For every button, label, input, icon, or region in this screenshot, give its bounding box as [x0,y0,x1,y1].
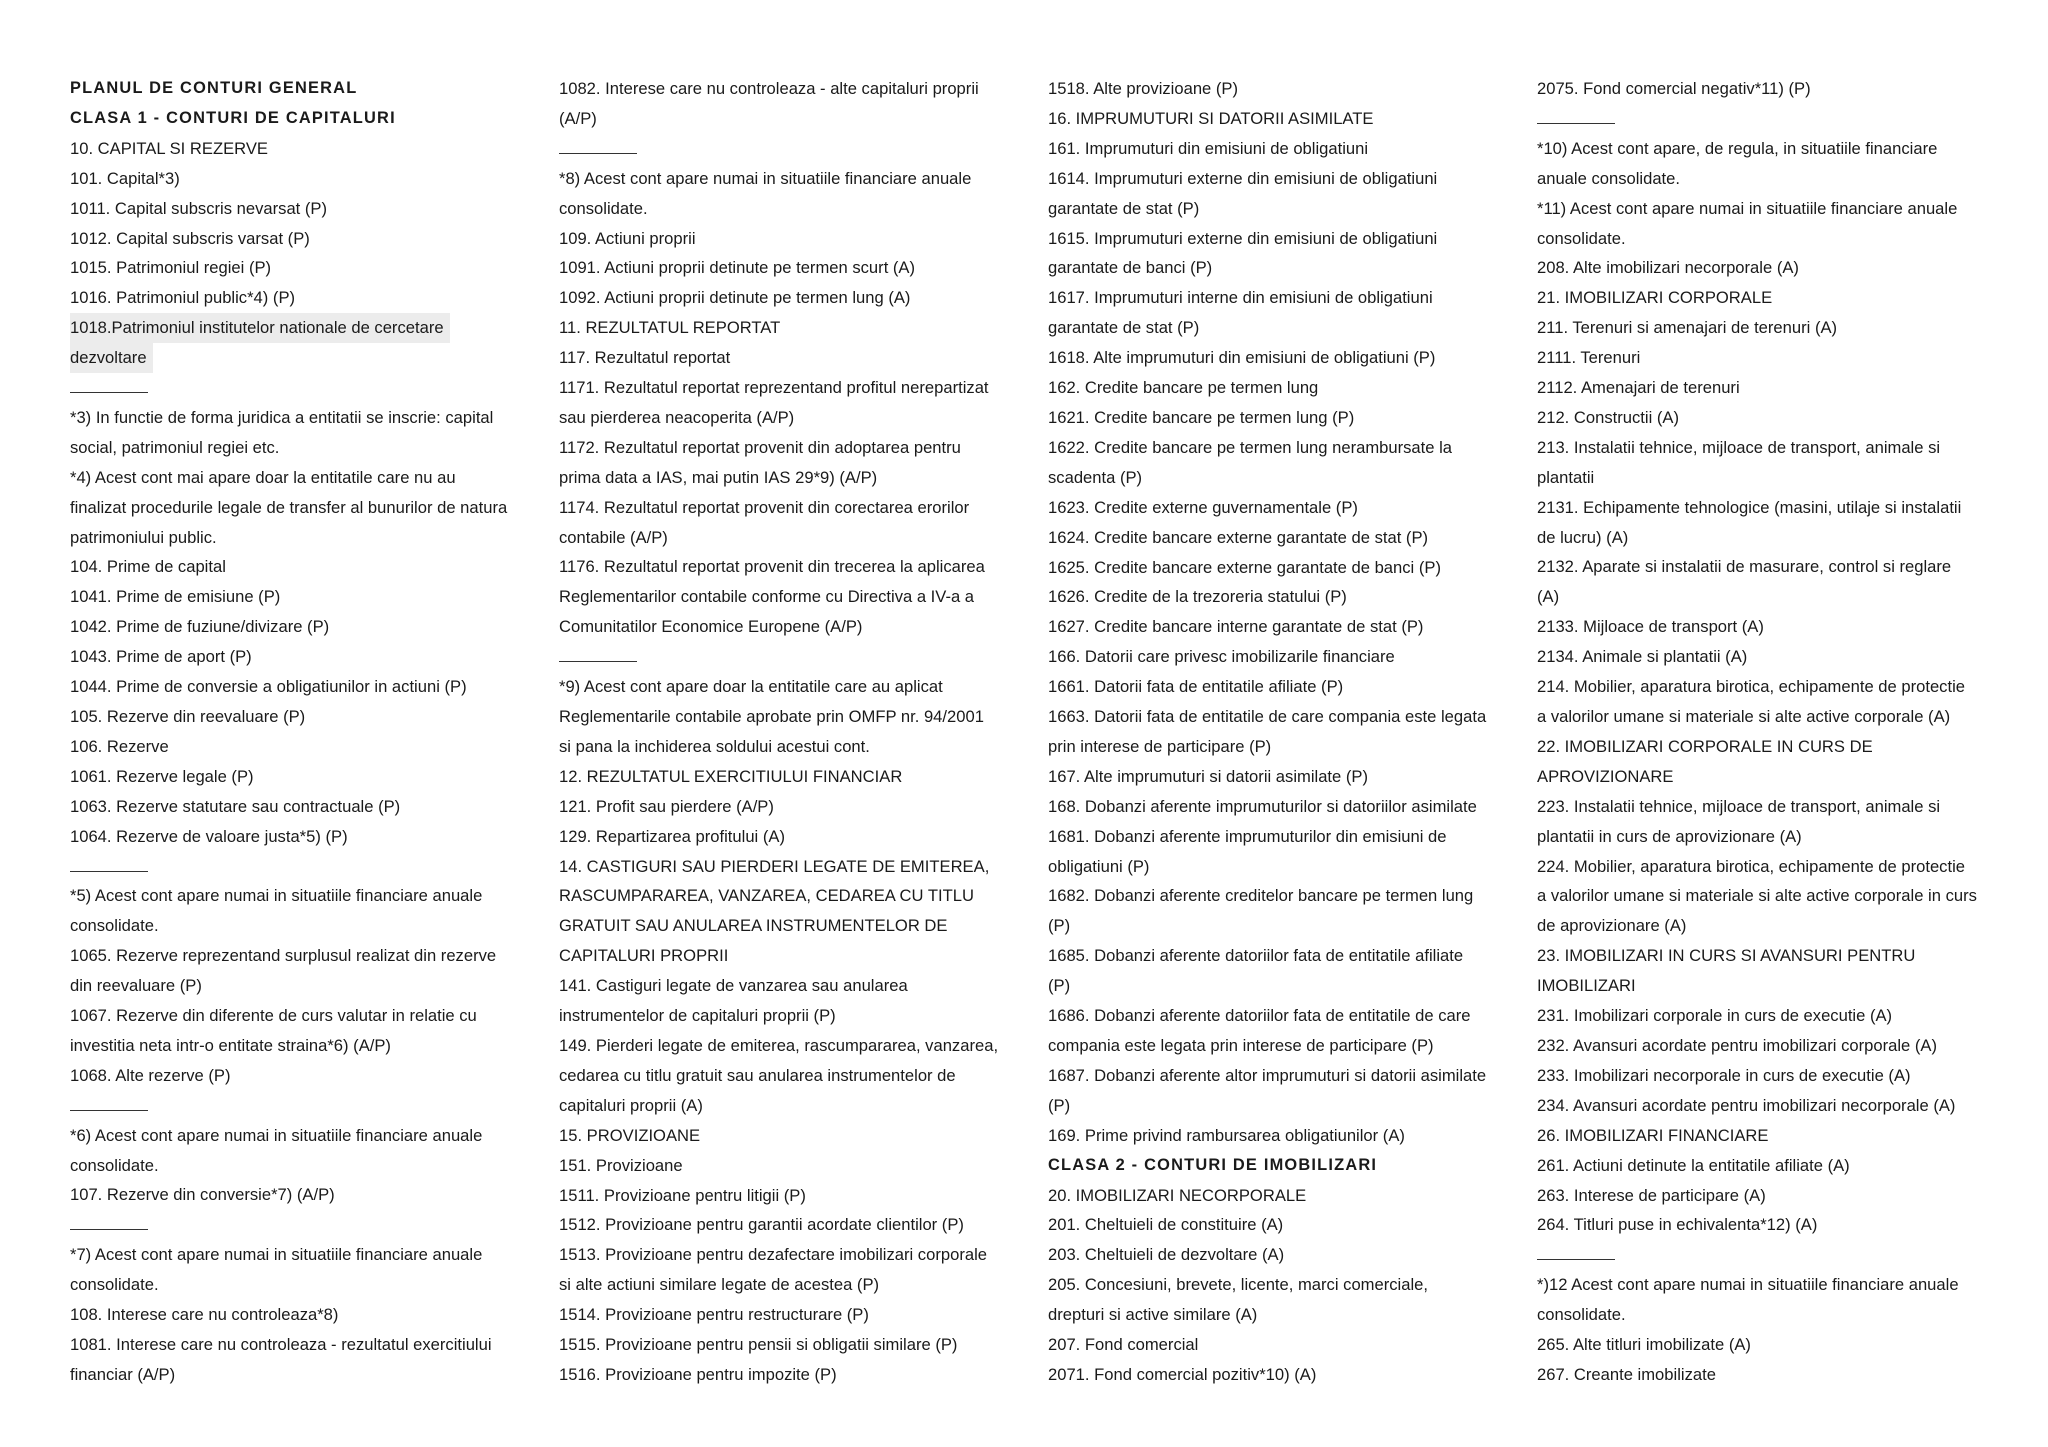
text-line: consolidate. [1537,1305,1626,1325]
text-line: a valorilor umane si materiale si alte active corporale in curs [1537,886,1977,906]
text-line: 1081. Interese care nu controleaza - rezultatul exercitiului [70,1335,492,1354]
text-line: 208. Alte imobilizari necorporale (A) [1537,258,1799,278]
text-line: 1015. Patrimoniul regiei (P) [70,258,272,278]
text-line: 232. Avansuri acordate pentru imobilizari corporale (A) [1537,1035,1937,1055]
text-line: *8) Acest cont apare numai in situatiile financiare anuale [559,168,972,188]
text-line: consolidate. [70,1155,159,1175]
text-line: GRATUIT SAU ANULAREA INSTRUMENTELOR DE [559,916,948,936]
text-line: 1624. Credite bancare externe garantate de stat (P) [1048,527,1429,547]
text-line: 168. Dobanzi aferente imprumuturilor si datoriilor asimilate [1048,796,1477,816]
text-line: 1511. Provizioane pentru litigii (P) [559,1185,806,1205]
text-line: *3) In functie de forma juridica a entitatii se inscrie: capital [70,407,494,427]
text-line: 1615. Imprumuturi externe din emisiuni de obligatiuni [1048,228,1438,248]
text-line: si alte actiuni similare legate de acestea (P) [559,1275,880,1295]
text-line: 1687. Dobanzi aferente altor imprumuturi si datorii asimilate [1048,1065,1487,1085]
text-line: 1686. Dobanzi aferente datoriilor fata de entitatile de care [1048,1006,1471,1026]
text-line: 121. Profit sau pierdere (A/P) [559,796,774,816]
text-line: 1515. Provizioane pentru pensii si obligatii similare (P) [559,1335,958,1355]
text-line: de aprovizionare (A) [1537,916,1687,936]
text-line: 1681. Dobanzi aferente imprumuturilor din emisiuni de [1048,826,1447,846]
text-line: *)12 Acest cont apare numai in situatiile financiare anuale [1537,1275,1959,1295]
text-line: 20. IMOBILIZARI NECORPORALE [1048,1185,1307,1205]
text-line: drepturi si active similare (A) [1048,1305,1258,1325]
footnote-separator [559,134,1029,164]
text-line: 1042. Prime de fuziune/divizare (P) [70,617,330,637]
text-line: garantate de stat (P) [1048,318,1200,338]
text-line: *7) Acest cont apare numai in situatiile financiare anuale [70,1245,483,1265]
text-line: 1621. Credite bancare pe termen lung (P) [1048,407,1355,427]
text-line: 267. Creante imobilizate [1537,1364,1716,1384]
text-line: 264. Titluri puse in echivalenta*12) (A) [1537,1215,1818,1235]
text-line: 162. Credite bancare pe termen lung [1048,378,1319,398]
text-line: consolidate. [1537,228,1626,248]
text-line: 1061. Rezerve legale (P) [70,766,254,786]
text-line: APROVIZIONARE [1537,766,1674,786]
text-line: 2071. Fond comercial pozitiv*10) (A) [1048,1364,1317,1384]
text-line: 1512. Provizioane pentru garantii acordate clientilor (P) [559,1215,964,1235]
text-line: 117. Rezultatul reportat [559,348,731,368]
text-column-2 [559,74,1029,1390]
text-line: investitia neta intr-o entitate straina*6) (A/P) [70,1035,391,1055]
text-line: prin interese de participare (P) [1048,736,1272,756]
text-line: 231. Imobilizari corporale in curs de executie (A) [1537,1006,1893,1026]
section-heading: PLANUL DE CONTURI GENERAL [70,79,358,97]
text-line: 1041. Prime de emisiune (P) [70,587,281,607]
text-line: 1617. Imprumuturi interne din emisiuni de obligatiuni [1048,288,1433,308]
text-line: 167. Alte imprumuturi si datorii asimilate (P) [1048,766,1369,786]
text-line: (P) [1048,1095,1071,1115]
text-line: 2111. Terenuri [1537,348,1641,368]
text-line: 104. Prime de capital [70,557,226,577]
highlight-text: 1018.Patrimoniul institutelor nationale de cercetare [70,313,450,343]
text-line: 2134. Animale si plantatii (A) [1537,647,1748,667]
footnote-separator [70,1210,540,1240]
text-line: si pana la inchiderea soldului acestui cont. [559,736,870,756]
text-line: 26. IMOBILIZARI FINANCIARE [1537,1125,1769,1145]
text-line: 1614. Imprumuturi externe din emisiuni de obligatiuni [1048,168,1438,188]
text-line: 1016. Patrimoniul public*4) (P) [70,288,296,308]
text-line: plantatii in curs de aprovizionare (A) [1537,826,1802,846]
text-line: 207. Fond comercial [1048,1335,1199,1355]
text-line: 1012. Capital subscris varsat (P) [70,228,310,248]
text-line: 1092. Actiuni proprii detinute pe termen lung (A) [559,288,911,308]
footnote-separator [70,373,540,403]
text-line: 161. Imprumuturi din emisiuni de obligatiuni [1048,138,1369,158]
text-line: 106. Rezerve [70,736,169,756]
text-line: *6) Acest cont apare numai in situatiile financiare anuale [70,1125,483,1145]
text-line: 2132. Aparate si instalatii de masurare, control si reglare [1537,557,1952,577]
text-line: 1044. Prime de conversie a obligatiunilor in actiuni (P) [70,677,467,697]
text-line: 2075. Fond comercial negativ*11) (P) [1537,79,1811,98]
text-line: 224. Mobilier, aparatura birotica, echipamente de protectie [1537,856,1966,876]
text-column-4 [1537,74,1999,1390]
text-line: 108. Interese care nu controleaza*8) [70,1305,339,1325]
text-line: 1063. Rezerve statutare sau contractuale (P) [70,796,401,816]
text-line: garantate de banci (P) [1048,258,1213,278]
text-line: (P) [1048,976,1071,996]
footnote-separator [1537,1240,1999,1270]
text-line: 105. Rezerve din reevaluare (P) [70,707,306,727]
text-line: 1064. Rezerve de valoare justa*5) (P) [70,826,348,846]
text-line: 16. IMPRUMUTURI SI DATORII ASIMILATE [1048,108,1374,128]
text-line: RASCUMPARAREA, VANZAREA, CEDAREA CU TITLU [559,886,974,906]
text-line: 1171. Rezultatul reportat reprezentand profitul nerepartizat [559,378,989,398]
text-line: contabile (A/P) [559,527,668,547]
text-line: plantatii [1537,467,1595,487]
text-line: 234. Avansuri acordate pentru imobilizari necorporale (A) [1537,1095,1956,1115]
text-line: 1682. Dobanzi aferente creditelor bancare pe termen lung [1048,886,1474,906]
text-line: 1068. Alte rezerve (P) [70,1065,231,1085]
text-line: 1172. Rezultatul reportat provenit din adoptarea pentru [559,437,961,457]
footnote-separator [70,852,540,882]
text-line: patrimoniului public. [70,527,217,547]
text-line: 212. Constructii (A) [1537,407,1680,427]
text-line: compania este legata prin interese de participare (P) [1048,1036,1434,1055]
text-line: 129. Repartizarea profitului (A) [559,826,785,846]
text-line: 15. PROVIZIOANE [559,1125,701,1145]
text-line: 141. Castiguri legate de vanzarea sau anularea [559,976,908,996]
footnote-separator [1537,104,1999,134]
text-line: Reglementarile contabile aprobate prin OMFP nr. 94/2001 [559,707,984,726]
text-line: 1518. Alte provizioane (P) [1048,79,1239,98]
text-line: 1174. Rezultatul reportat provenit din corectarea erorilor [559,497,970,517]
text-line: 1685. Dobanzi aferente datoriilor fata de entitatile afiliate [1048,946,1464,966]
text-line: 101. Capital*3) [70,168,180,188]
text-line: (P) [1048,916,1071,936]
text-line: 2131. Echipamente tehnologice (masini, utilaje si instalatii [1537,497,1962,517]
text-line: consolidate. [70,1275,159,1295]
highlighted-line [70,343,540,373]
section-heading: CLASA 1 - CONTURI DE CAPITALURI [70,108,396,127]
text-line: 1082. Interese care nu controleaza - alte capitaluri proprii [559,79,979,98]
text-line: capitaluri proprii (A) [559,1095,703,1115]
text-line: 1043. Prime de aport (P) [70,647,252,667]
text-line: 22. IMOBILIZARI CORPORALE IN CURS DE [1537,736,1873,756]
text-line: 265. Alte titluri imobilizate (A) [1537,1335,1751,1355]
text-line: 1622. Credite bancare pe termen lung nerambursate la [1048,437,1453,457]
text-line: 213. Instalatii tehnice, mijloace de transport, animale si [1537,437,1941,457]
text-line: 1516. Provizioane pentru impozite (P) [559,1364,837,1384]
section-heading: CLASA 2 - CONTURI DE IMOBILIZARI [1048,1155,1378,1174]
text-line: 1091. Actiuni proprii detinute pe termen scurt (A) [559,258,916,278]
text-line: 14. CASTIGURI SAU PIERDERI LEGATE DE EMITEREA, [559,856,990,876]
text-line: 1067. Rezerve din diferente de curs valutar in relatie cu [70,1006,477,1026]
text-line: 1627. Credite bancare interne garantate de stat (P) [1048,617,1424,637]
footnote-separator [559,642,1029,672]
text-line: instrumentelor de capitaluri proprii (P) [559,1006,836,1026]
text-line: 166. Datorii care privesc imobilizarile financiare [1048,647,1395,667]
text-line: 2133. Mijloace de transport (A) [1537,617,1764,637]
text-line: 10. CAPITAL SI REZERVE [70,138,268,158]
text-line: 1626. Credite de la trezoreria statului (P) [1048,587,1347,607]
text-line: 2112. Amenajari de terenuri [1537,378,1740,398]
text-line: *9) Acest cont apare doar la entitatile care au aplicat [559,677,943,697]
text-line: 233. Imobilizari necorporale in curs de executie (A) [1537,1065,1911,1085]
text-line: 11. REZULTATUL REPORTAT [559,318,781,338]
text-line: social, patrimoniul regiei etc. [70,437,280,457]
text-line: cedarea cu titlu gratuit sau anularea instrumentelor de [559,1065,956,1085]
text-line: obligatiuni (P) [1048,856,1150,876]
text-line: 169. Prime privind rambursarea obligatiunilor (A) [1048,1125,1405,1145]
text-line: *10) Acest cont apare, de regula, in situatiile financiare [1537,138,1938,158]
text-line: 201. Cheltuieli de constituire (A) [1048,1215,1284,1235]
text-line: 205. Concesiuni, brevete, licente, marci comerciale, [1048,1275,1428,1295]
text-line: 1623. Credite externe guvernamentale (P) [1048,497,1358,517]
text-line: anuale consolidate. [1537,168,1680,188]
text-line: 263. Interese de participare (A) [1537,1185,1766,1205]
text-line: 1661. Datorii fata de entitatile afiliate (P) [1048,677,1344,697]
text-line: Reglementarilor contabile conforme cu Directiva a IV-a a [559,587,975,607]
text-line: 1176. Rezultatul reportat provenit din trecerea la aplicarea [559,557,985,577]
text-line: consolidate. [559,198,648,218]
text-line: 214. Mobilier, aparatura birotica, echipamente de protectie [1537,677,1966,697]
text-line: sau pierderea neacoperita (A/P) [559,407,795,427]
text-line: 151. Provizioane [559,1155,683,1175]
text-line: 12. REZULTATUL EXERCITIULUI FINANCIAR [559,766,903,786]
text-line: *11) Acest cont apare numai in situatiile financiare anuale [1537,198,1958,218]
text-line: 211. Terenuri si amenajari de terenuri (A) [1537,318,1838,338]
text-line: 1065. Rezerve reprezentand surplusul realizat din rezerve [70,946,497,966]
text-line: de lucru) (A) [1537,527,1629,547]
footnote-separator [70,1091,540,1121]
text-line: a valorilor umane si materiale si alte active corporale (A) [1537,707,1951,727]
text-line: din reevaluare (P) [70,976,202,996]
text-line: 23. IMOBILIZARI IN CURS SI AVANSURI PENTRU [1537,946,1916,966]
text-line: 107. Rezerve din conversie*7) (A/P) [70,1185,335,1205]
text-line: 149. Pierderi legate de emiterea, rascumpararea, vanzarea, [559,1035,999,1055]
text-line: 109. Actiuni proprii [559,228,696,248]
text-line: financiar (A/P) [70,1364,176,1384]
text-line: IMOBILIZARI [1537,976,1636,996]
text-line: *4) Acest cont mai apare doar la entitatile care nu au [70,467,456,487]
text-line: 1625. Credite bancare externe garantate de banci (P) [1048,557,1441,577]
text-line: (A/P) [559,108,597,128]
text-line: 1011. Capital subscris nevarsat (P) [70,198,328,218]
text-line: (A) [1537,587,1560,607]
text-line: consolidate. [70,916,159,936]
text-line: *5) Acest cont apare numai in situatiile financiare anuale [70,886,483,906]
text-line: 21. IMOBILIZARI CORPORALE [1537,288,1773,308]
text-line: garantate de stat (P) [1048,198,1200,218]
highlight-text: dezvoltare [70,343,153,373]
text-line: 1514. Provizioane pentru restructurare (P) [559,1305,869,1325]
text-column-3 [1048,74,1518,1390]
text-line: 203. Cheltuieli de dezvoltare (A) [1048,1245,1285,1265]
text-line: 1618. Alte imprumuturi din emisiuni de obligatiuni (P) [1048,348,1436,368]
text-column-1 [70,74,540,1390]
text-line: Comunitatilor Economice Europene (A/P) [559,617,863,637]
text-line: 1663. Datorii fata de entitatile de care compania este legata [1048,707,1487,727]
text-line: scadenta (P) [1048,467,1143,487]
highlighted-line [70,313,540,343]
text-line: CAPITALURI PROPRII [559,946,729,966]
text-line: 261. Actiuni detinute la entitatile afiliate (A) [1537,1155,1850,1175]
text-line: 223. Instalatii tehnice, mijloace de transport, animale si [1537,796,1941,816]
text-line: prima data a IAS, mai putin IAS 29*9) (A/P) [559,467,878,487]
text-line: finalizat procedurile legale de transfer al bunurilor de natura [70,497,508,517]
text-line: 1513. Provizioane pentru dezafectare imobilizari corporale [559,1245,987,1265]
